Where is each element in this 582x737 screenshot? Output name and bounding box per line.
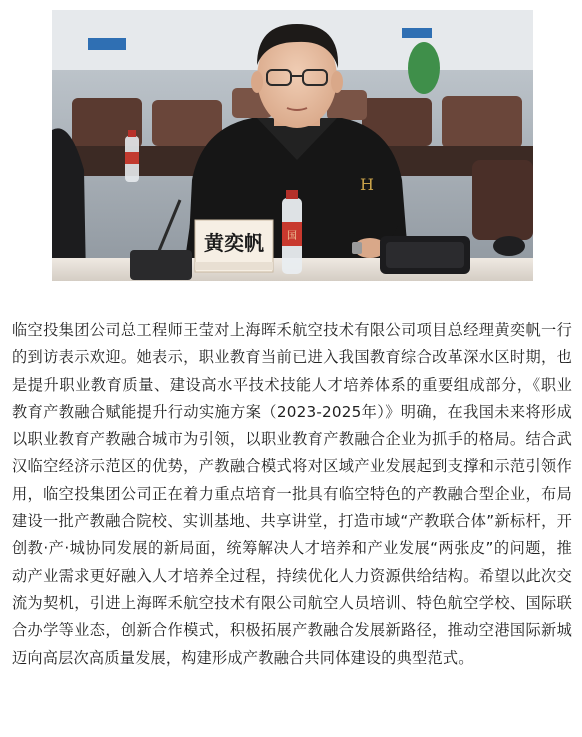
chair-back-4 bbox=[442, 96, 522, 148]
microphone-base bbox=[130, 250, 192, 280]
nameplate-name: 黄奕帆 bbox=[204, 231, 264, 255]
bottle-center-cap bbox=[286, 190, 298, 199]
shirt-logo: H bbox=[360, 175, 374, 194]
article-paragraph: 临空投集团公司总工程师王莹对上海晖禾航空技术有限公司项目总经理黄奕帆一行的到访表示欢迎。她表示，职业教育当前已进入我国教育综合改革深水区时期，也是提升职业教育质量、建设高水平技术技能人才培养体系的重要组成部分，《职业教育产教融合赋能提升行动实施方案（2023-2025年）》明确，在我国未来将形成以职业教育产教融合城市为引领，以职业教育产教融合企业为抓手的格局。结合武汉临空经济示范区的优势，产教融合模式将对区域产业发展起到支撑和示范引领作用，临空投集团公司正在着力重点培育一批具有临空特色的产教融合型企业，布局建设一批产教融合院校、实训基地、共享讲堂，打造市域“产教联合体”新标杆，开创教·产·城协同发展的新局面，统筹解决人才培养和产业发展“两张皮”的问题，推动产业需求更好融入人才培养全过程，持续优化人力资源供给结构。希望以此次交流为契机，引进上海晖禾航空技术有限公司航空人员培训、特色航空学校、国际联合办学等业态，创新合作模式，积极拓展产教融合发展新路径，推动空港国际新城迈向高层次高质量发展，构建形成产教融合共同体建设的典型范式。 bbox=[12, 321, 572, 667]
meeting-photo bbox=[52, 10, 533, 281]
conference-device-mesh bbox=[386, 242, 464, 268]
wall-sign-right bbox=[402, 28, 432, 38]
bottle-center-label-text: 国 bbox=[287, 231, 297, 242]
wristwatch bbox=[352, 242, 362, 254]
meeting-photo-illustration bbox=[52, 10, 533, 281]
plant bbox=[408, 42, 440, 94]
nameplate bbox=[195, 220, 273, 272]
nameplate-footer bbox=[195, 262, 273, 270]
cup-right bbox=[493, 236, 525, 256]
water-bottle-left bbox=[125, 130, 139, 182]
person-ear-left bbox=[251, 71, 263, 93]
right-chair bbox=[472, 160, 533, 240]
water-bottle-center bbox=[282, 190, 302, 274]
bottle-left-cap bbox=[128, 130, 136, 137]
bottle-left-label bbox=[125, 152, 139, 164]
wall-sign-left bbox=[88, 38, 126, 50]
person-ear-right bbox=[331, 71, 343, 93]
